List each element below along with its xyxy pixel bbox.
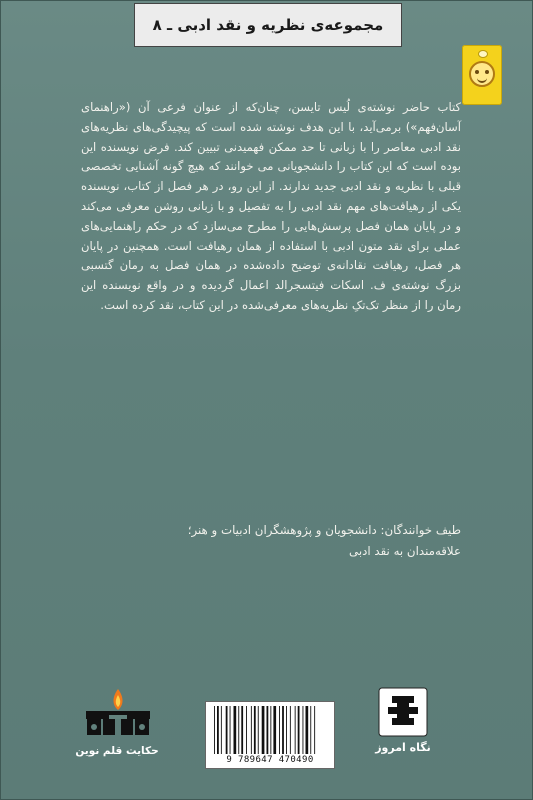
stacked-pages-logo-icon: [378, 687, 428, 737]
barcode-bar: [310, 706, 311, 754]
flame-book-logo-svg: [81, 685, 155, 741]
publisher-name-right: نگاه امروز: [375, 741, 431, 754]
isbn-number: 9 789647 470490: [226, 755, 314, 765]
barcode-bar: [262, 706, 265, 754]
barcode-bar: [230, 706, 231, 754]
barcode-bar: [303, 706, 304, 754]
audience-line-1: طیف خوانندگان: دانشجویان و پژوهشگران ادبیات و هنر؛: [187, 523, 461, 537]
barcode-bar: [246, 706, 247, 754]
barcode-bar: [279, 706, 280, 754]
smiley-tag-icon: [462, 45, 502, 105]
barcode-bar: [221, 706, 222, 754]
barcode-bar: [241, 706, 243, 754]
barcode-bar: [270, 706, 271, 754]
barcode-bar: [226, 706, 228, 754]
barcode-bar: [286, 706, 287, 754]
barcode-bar: [234, 706, 237, 754]
barcode-bar: [314, 706, 315, 754]
series-title-box: [134, 3, 402, 47]
barcode-bar: [251, 706, 252, 754]
barcode-bar: [217, 706, 219, 754]
tag-hole: [478, 50, 488, 58]
smiley-face-icon: [469, 61, 495, 87]
audience-line-2: علاقه‌مندان به نقد ادبی: [348, 544, 461, 558]
barcode-bar: [295, 706, 296, 754]
publisher-name-left: حکایت قلم نوین: [75, 745, 159, 757]
barcode-bar: [273, 706, 276, 754]
barcode-bar: [298, 706, 300, 754]
barcode-bar: [290, 706, 291, 754]
barcode-bar: [214, 706, 215, 754]
flame-book-logo-icon: [81, 685, 155, 741]
barcode-bar: [267, 706, 269, 754]
barcode-bar: [306, 706, 309, 754]
barcode-bar: [282, 706, 284, 754]
isbn-barcode: [205, 701, 335, 769]
barcode-bar: [238, 706, 239, 754]
audience-block: [81, 520, 461, 562]
stacked-pages-logo-svg: [378, 687, 428, 737]
barcode-bar: [258, 706, 259, 754]
description-paragraph: کتاب حاضر نوشته‌ی لُیس تایسن، چنان‌که از عنوان فرعی آن («راهنمای آسان‌فهم») برمی‌آید، با این هدف نوشته شده است که پیچیدگی‌های نظریه‌های نقد ادبی معاصر را با زبانی تا حد ممکن فهمیدنی تبیین کند. فرض نویسنده این بوده است که این کتاب را دانشجویانی می خوانند که هیچ گونه آشنایی تخصصی قبلی با نظریه و نقد ادبی جدید ندارند. از این رو، در هر فصل از کتاب، نویسنده یکی از رهیافت‌های مهم نقد ادبی را به تفصیل و با زبانی روشن معرفی می‌کند و در پایان همان فصل پرسش‌هایی را مطرح می‌سازد که در حکم راهنمایی‌های عملی برای نقد متون ادبی با استفاده از همان رهیافت است. همچنین در پایان هر فصل، رهیافت نقادانه‌ی توضیح داده‌شده در همان فصل به رمان گتسبی بزرگ نوشته‌ی ف. اسکات فیتسجرالد اعمال گردیده و در واقع نویسنده این رمان را از منظر تک‌تکِ نظریه‌های معرفی‌شده در این کتاب، نقد کرده است.: [81, 100, 461, 312]
book-description: [81, 98, 461, 316]
barcode-bars: [212, 706, 328, 754]
barcode-bar: [254, 706, 256, 754]
series-title: مجموعه‌ی نظریه و نقد ادبی ـ ۸: [152, 16, 384, 34]
